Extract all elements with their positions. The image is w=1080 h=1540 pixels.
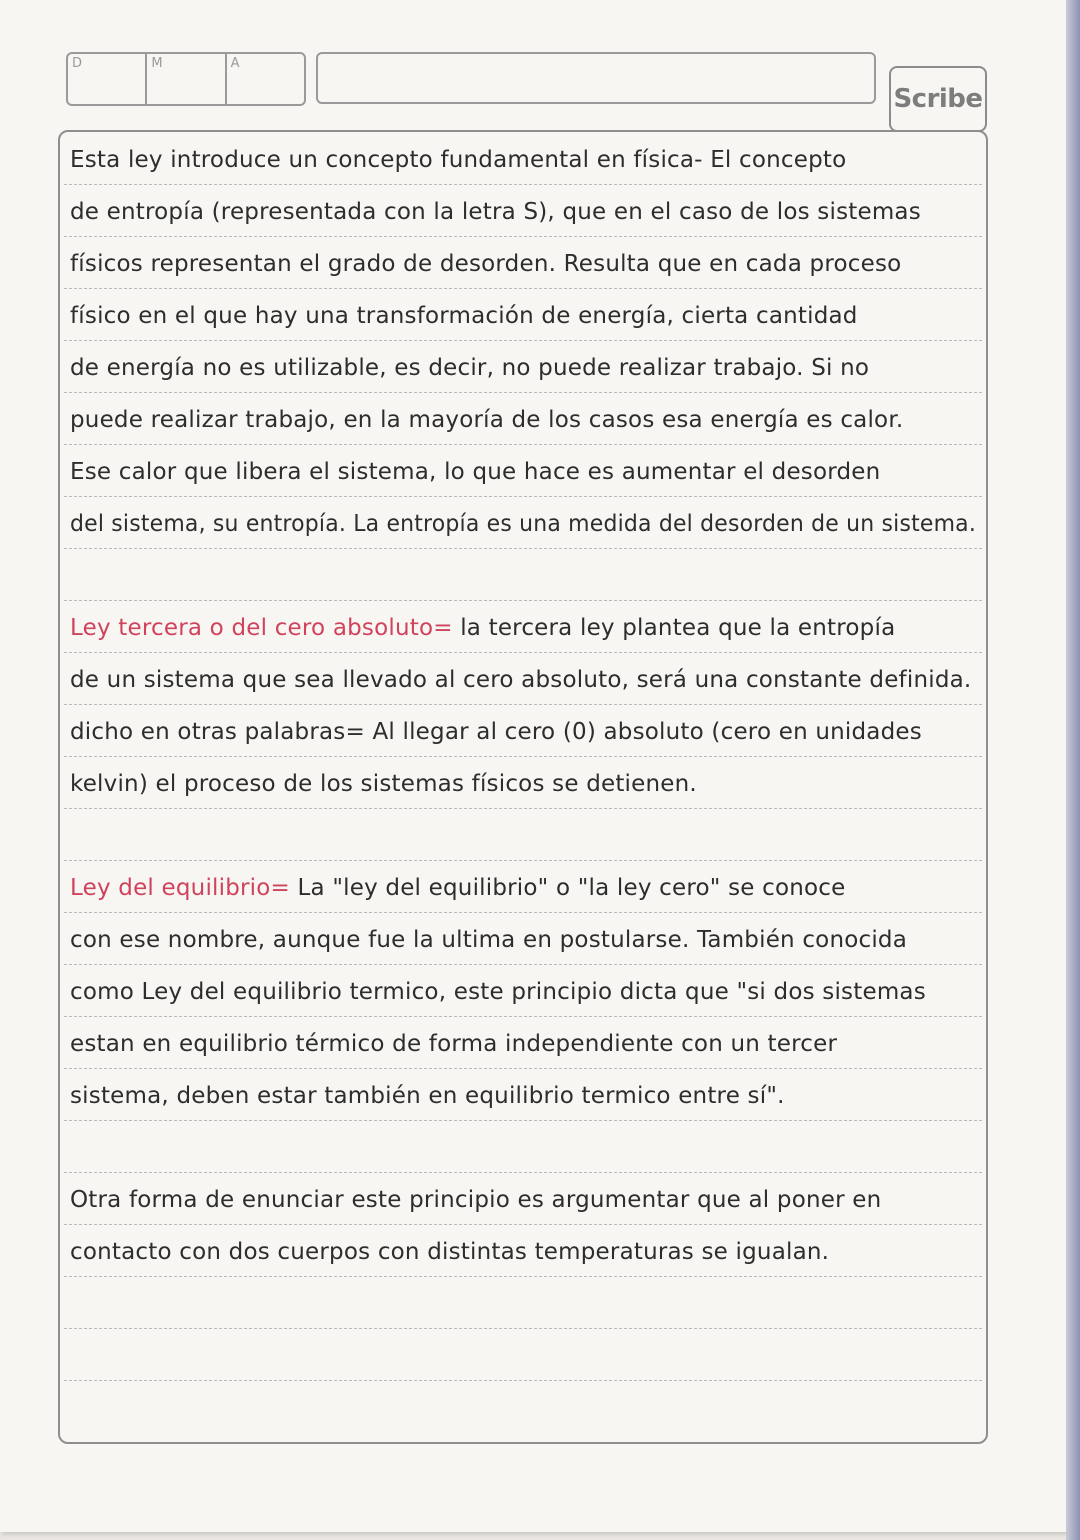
day-label: D: [72, 56, 83, 71]
text-line: [70, 238, 980, 290]
ruled-line: [64, 1328, 982, 1329]
month-label: M: [151, 56, 163, 71]
line-text: de un sistema que sea llevado al cero absoluto, será una constante definida.: [70, 667, 972, 693]
line-text: Ese calor que libera el sistema, lo que hace es aumentar el desorden: [70, 459, 881, 485]
text-line: [70, 394, 980, 446]
text-line: [70, 1174, 980, 1226]
notebook-binding: [1066, 0, 1080, 1540]
brand-logo: [889, 66, 987, 132]
line-text: estan en equilibrio térmico de forma independiente con un tercer: [70, 1031, 838, 1057]
line-body: La "ley del equilibrio" o "la ley cero" se conoce: [290, 875, 846, 901]
line-text: [70, 862, 846, 914]
ruled-line: [64, 1172, 982, 1173]
text-line: [70, 134, 980, 186]
line-text: físicos representan el grado de desorden. Resulta que en cada proceso: [70, 251, 902, 277]
law-title: Ley tercera o del cero absoluto=: [70, 615, 453, 641]
text-line: [70, 290, 980, 342]
text-line: [70, 706, 980, 758]
text-line: [70, 862, 980, 914]
text-line: [70, 1070, 980, 1122]
brand-name: Scribe: [893, 84, 983, 114]
text-line: [70, 966, 980, 1018]
date-box: [66, 52, 306, 106]
month-cell: [147, 54, 226, 104]
text-line: [70, 602, 980, 654]
line-text: de energía no es utilizable, es decir, no puede realizar trabajo. Si no: [70, 355, 870, 381]
text-line: [70, 446, 980, 498]
year-cell: [227, 54, 304, 104]
line-text: kelvin) el proceso de los sistemas físicos se detienen.: [70, 771, 697, 797]
line-text: de entropía (representada con la letra S), que en el caso de los sistemas: [70, 199, 921, 225]
title-box: [316, 52, 876, 104]
line-text: Esta ley introduce un concepto fundamental en física- El concepto: [70, 147, 847, 173]
writing-area: [58, 130, 988, 1444]
year-label: A: [230, 56, 240, 71]
text-line: [70, 654, 980, 706]
line-text: del sistema, su entropía. La entropía es una medida del desorden de un sistema.: [70, 511, 976, 537]
law-title: Ley del equilibrio=: [70, 875, 291, 901]
ruled-line: [64, 860, 982, 861]
line-text: Otra forma de enunciar este principio es argumentar que al poner en: [70, 1187, 882, 1213]
text-line: [70, 1018, 980, 1070]
line-text: puede realizar trabajo, en la mayoría de los casos esa energía es calor.: [70, 407, 904, 433]
text-line: [70, 342, 980, 394]
day-cell: [68, 54, 147, 104]
text-line: [70, 1226, 980, 1278]
line-text: [70, 602, 895, 654]
text-line: [70, 186, 980, 238]
line-text: dicho en otras palabras= Al llegar al cero (0) absoluto (cero en unidades: [70, 719, 922, 745]
text-line: [70, 758, 980, 810]
line-body: la tercera ley plantea que la entropía: [452, 615, 896, 641]
ruled-line: [64, 1380, 982, 1381]
line-text: con ese nombre, aunque fue la ultima en postularse. También conocida: [70, 927, 908, 953]
text-line: [70, 914, 980, 966]
text-line: [70, 498, 980, 550]
line-text: como Ley del equilibrio termico, este principio dicta que "si dos sistemas: [70, 979, 926, 1005]
line-text: sistema, deben estar también en equilibrio termico entre sí".: [70, 1083, 785, 1109]
ruled-line: [64, 600, 982, 601]
line-text: físico en el que hay una transformación de energía, cierta cantidad: [70, 303, 858, 329]
line-text: contacto con dos cuerpos con distintas temperaturas se igualan.: [70, 1239, 830, 1265]
